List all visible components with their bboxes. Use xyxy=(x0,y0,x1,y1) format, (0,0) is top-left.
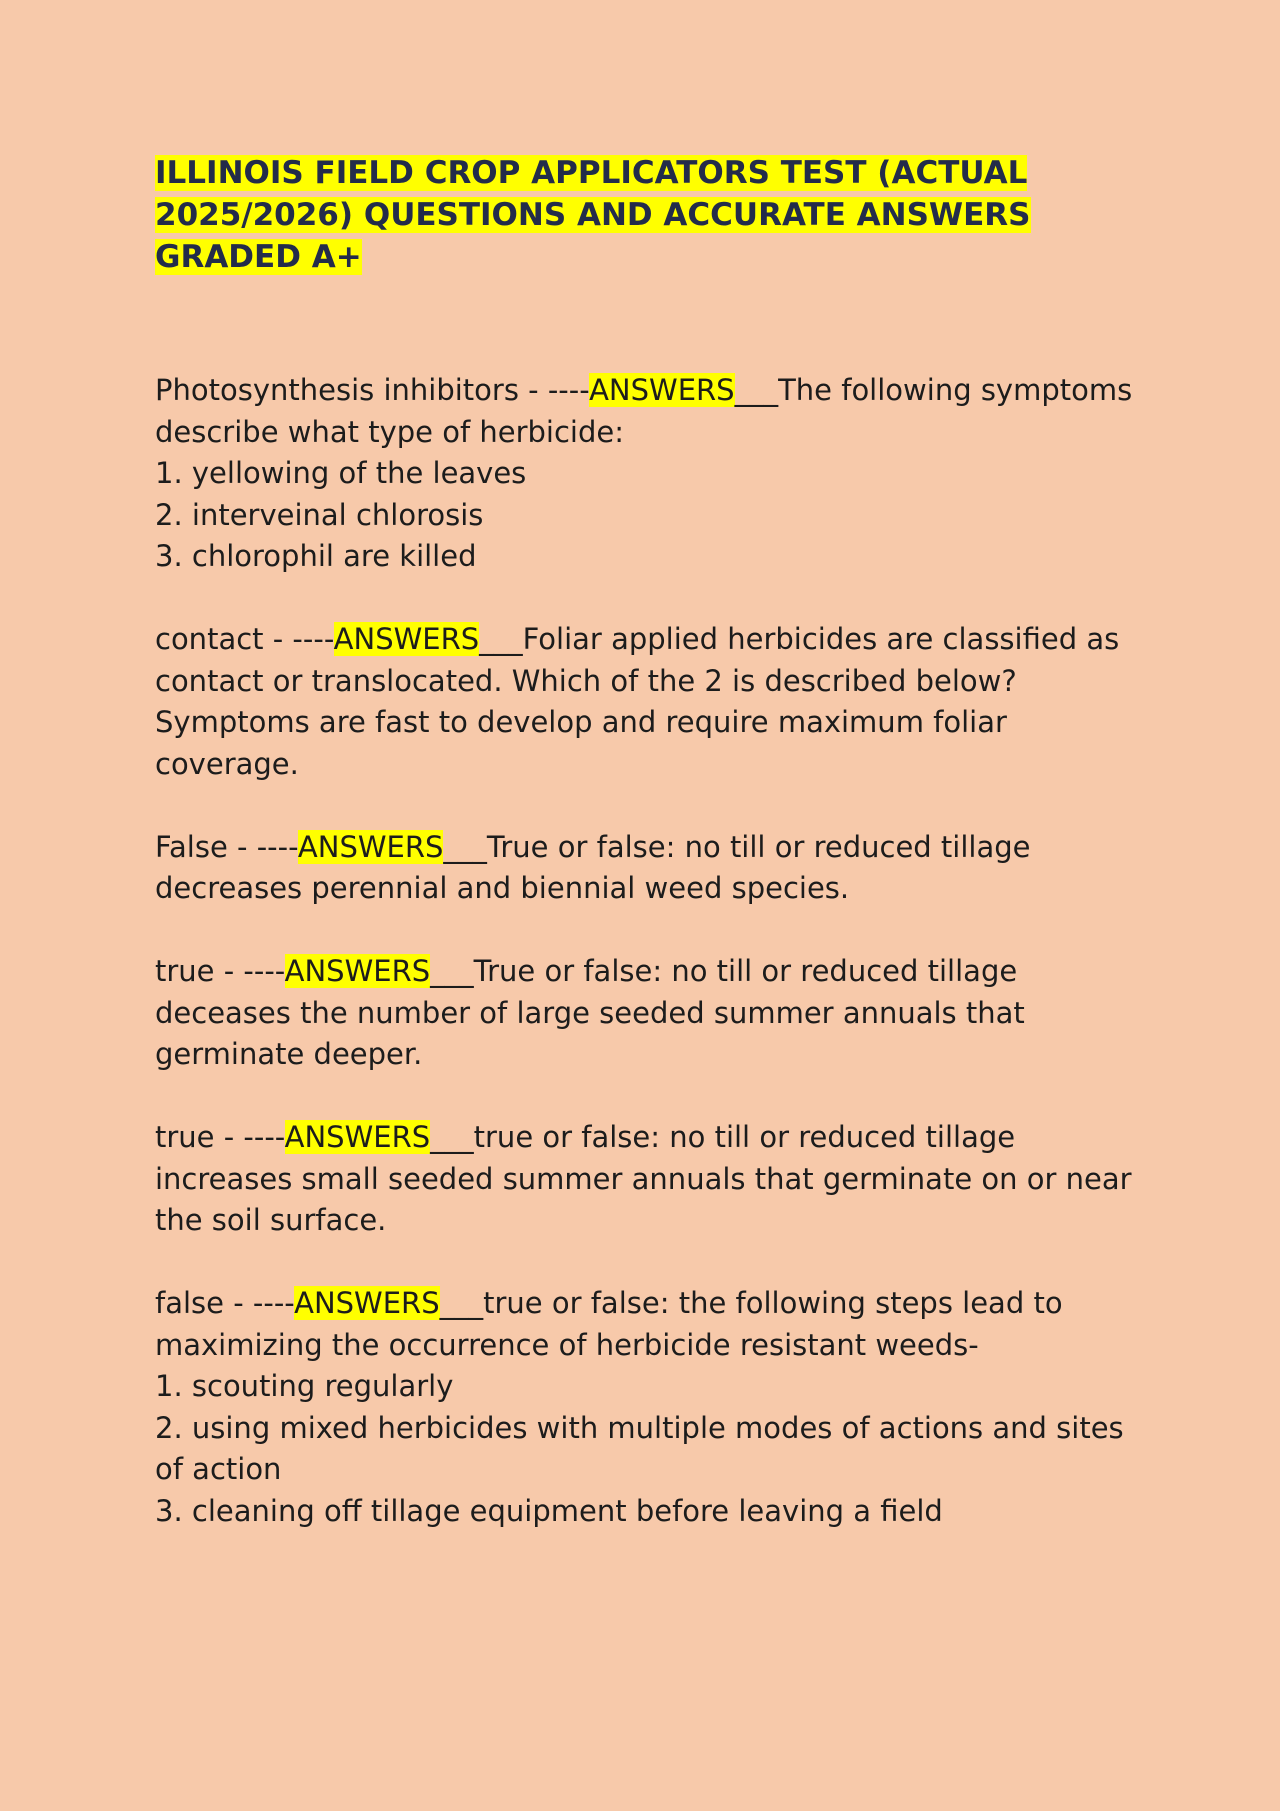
qa-line: Symptoms are fast to develop and require maximum foliar coverage. xyxy=(155,705,1007,781)
qa-line: 3. cleaning off tillage equipment before leaving a field xyxy=(155,1493,943,1528)
qa-entry-5 xyxy=(155,1117,1140,1242)
question-text: ___Foliar applied herbicides are classified as contact or translocated. Which of the 2 is described below? xyxy=(155,622,1120,698)
answer-text: contact - ---- xyxy=(155,622,334,656)
qa-entry-1 xyxy=(155,370,1140,578)
qa-line: 1. yellowing of the leaves xyxy=(155,456,527,490)
answer-text: true - ---- xyxy=(155,954,285,988)
document-title-text: ILLINOIS FIELD CROP APPLICATORS TEST (ACTUAL 2025/2026) QUESTIONS AND ACCURATE ANSWERS GRADED A+ xyxy=(155,155,1031,275)
answers-marker: ANSWERS xyxy=(297,829,444,864)
question-text: ___True or false: no till or reduced tillage decreases perennial and biennial weed species. xyxy=(155,829,1031,905)
qa-entry-6 xyxy=(155,1283,1140,1532)
answers-marker: ANSWERS xyxy=(333,622,480,656)
answer-text: Photosynthesis inhibitors - ---- xyxy=(155,373,590,407)
qa-entry-2 xyxy=(155,619,1140,785)
question-text: ___true or false: no till or reduced tillage increases small seeded summer annuals that germinate on or near the soil surface. xyxy=(155,1120,1132,1237)
qa-line: 3. chlorophil are killed xyxy=(155,539,477,573)
qa-line: 1. scouting regularly xyxy=(155,1369,454,1403)
question-text: ___The following symptoms describe what type of herbicide: xyxy=(155,373,1133,449)
answer-text: False - ---- xyxy=(155,829,298,864)
answers-marker: ANSWERS xyxy=(294,1286,440,1320)
question-text: ___True or false: no till or reduced tillage deceases the number of large seeded summer annuals that germinate deeper. xyxy=(155,954,1025,1071)
answer-text: false - ---- xyxy=(155,1286,295,1320)
answers-marker: ANSWERS xyxy=(284,954,431,988)
qa-entry-3 xyxy=(155,827,1140,910)
document-title xyxy=(155,152,1115,278)
qa-line: 2. using mixed herbicides with multiple modes of actions and sites of action xyxy=(155,1410,1124,1486)
answers-marker: ANSWERS xyxy=(284,1120,431,1154)
question-text: ___true or false: the following steps lead to maximizing the occurrence of herbicide resistant weeds- xyxy=(155,1286,1063,1362)
answers-marker: ANSWERS xyxy=(589,373,735,407)
qa-line: 2. interveinal chlorosis xyxy=(155,497,484,532)
answer-text: true - ---- xyxy=(155,1120,285,1154)
qa-entry-4 xyxy=(155,951,1140,1076)
